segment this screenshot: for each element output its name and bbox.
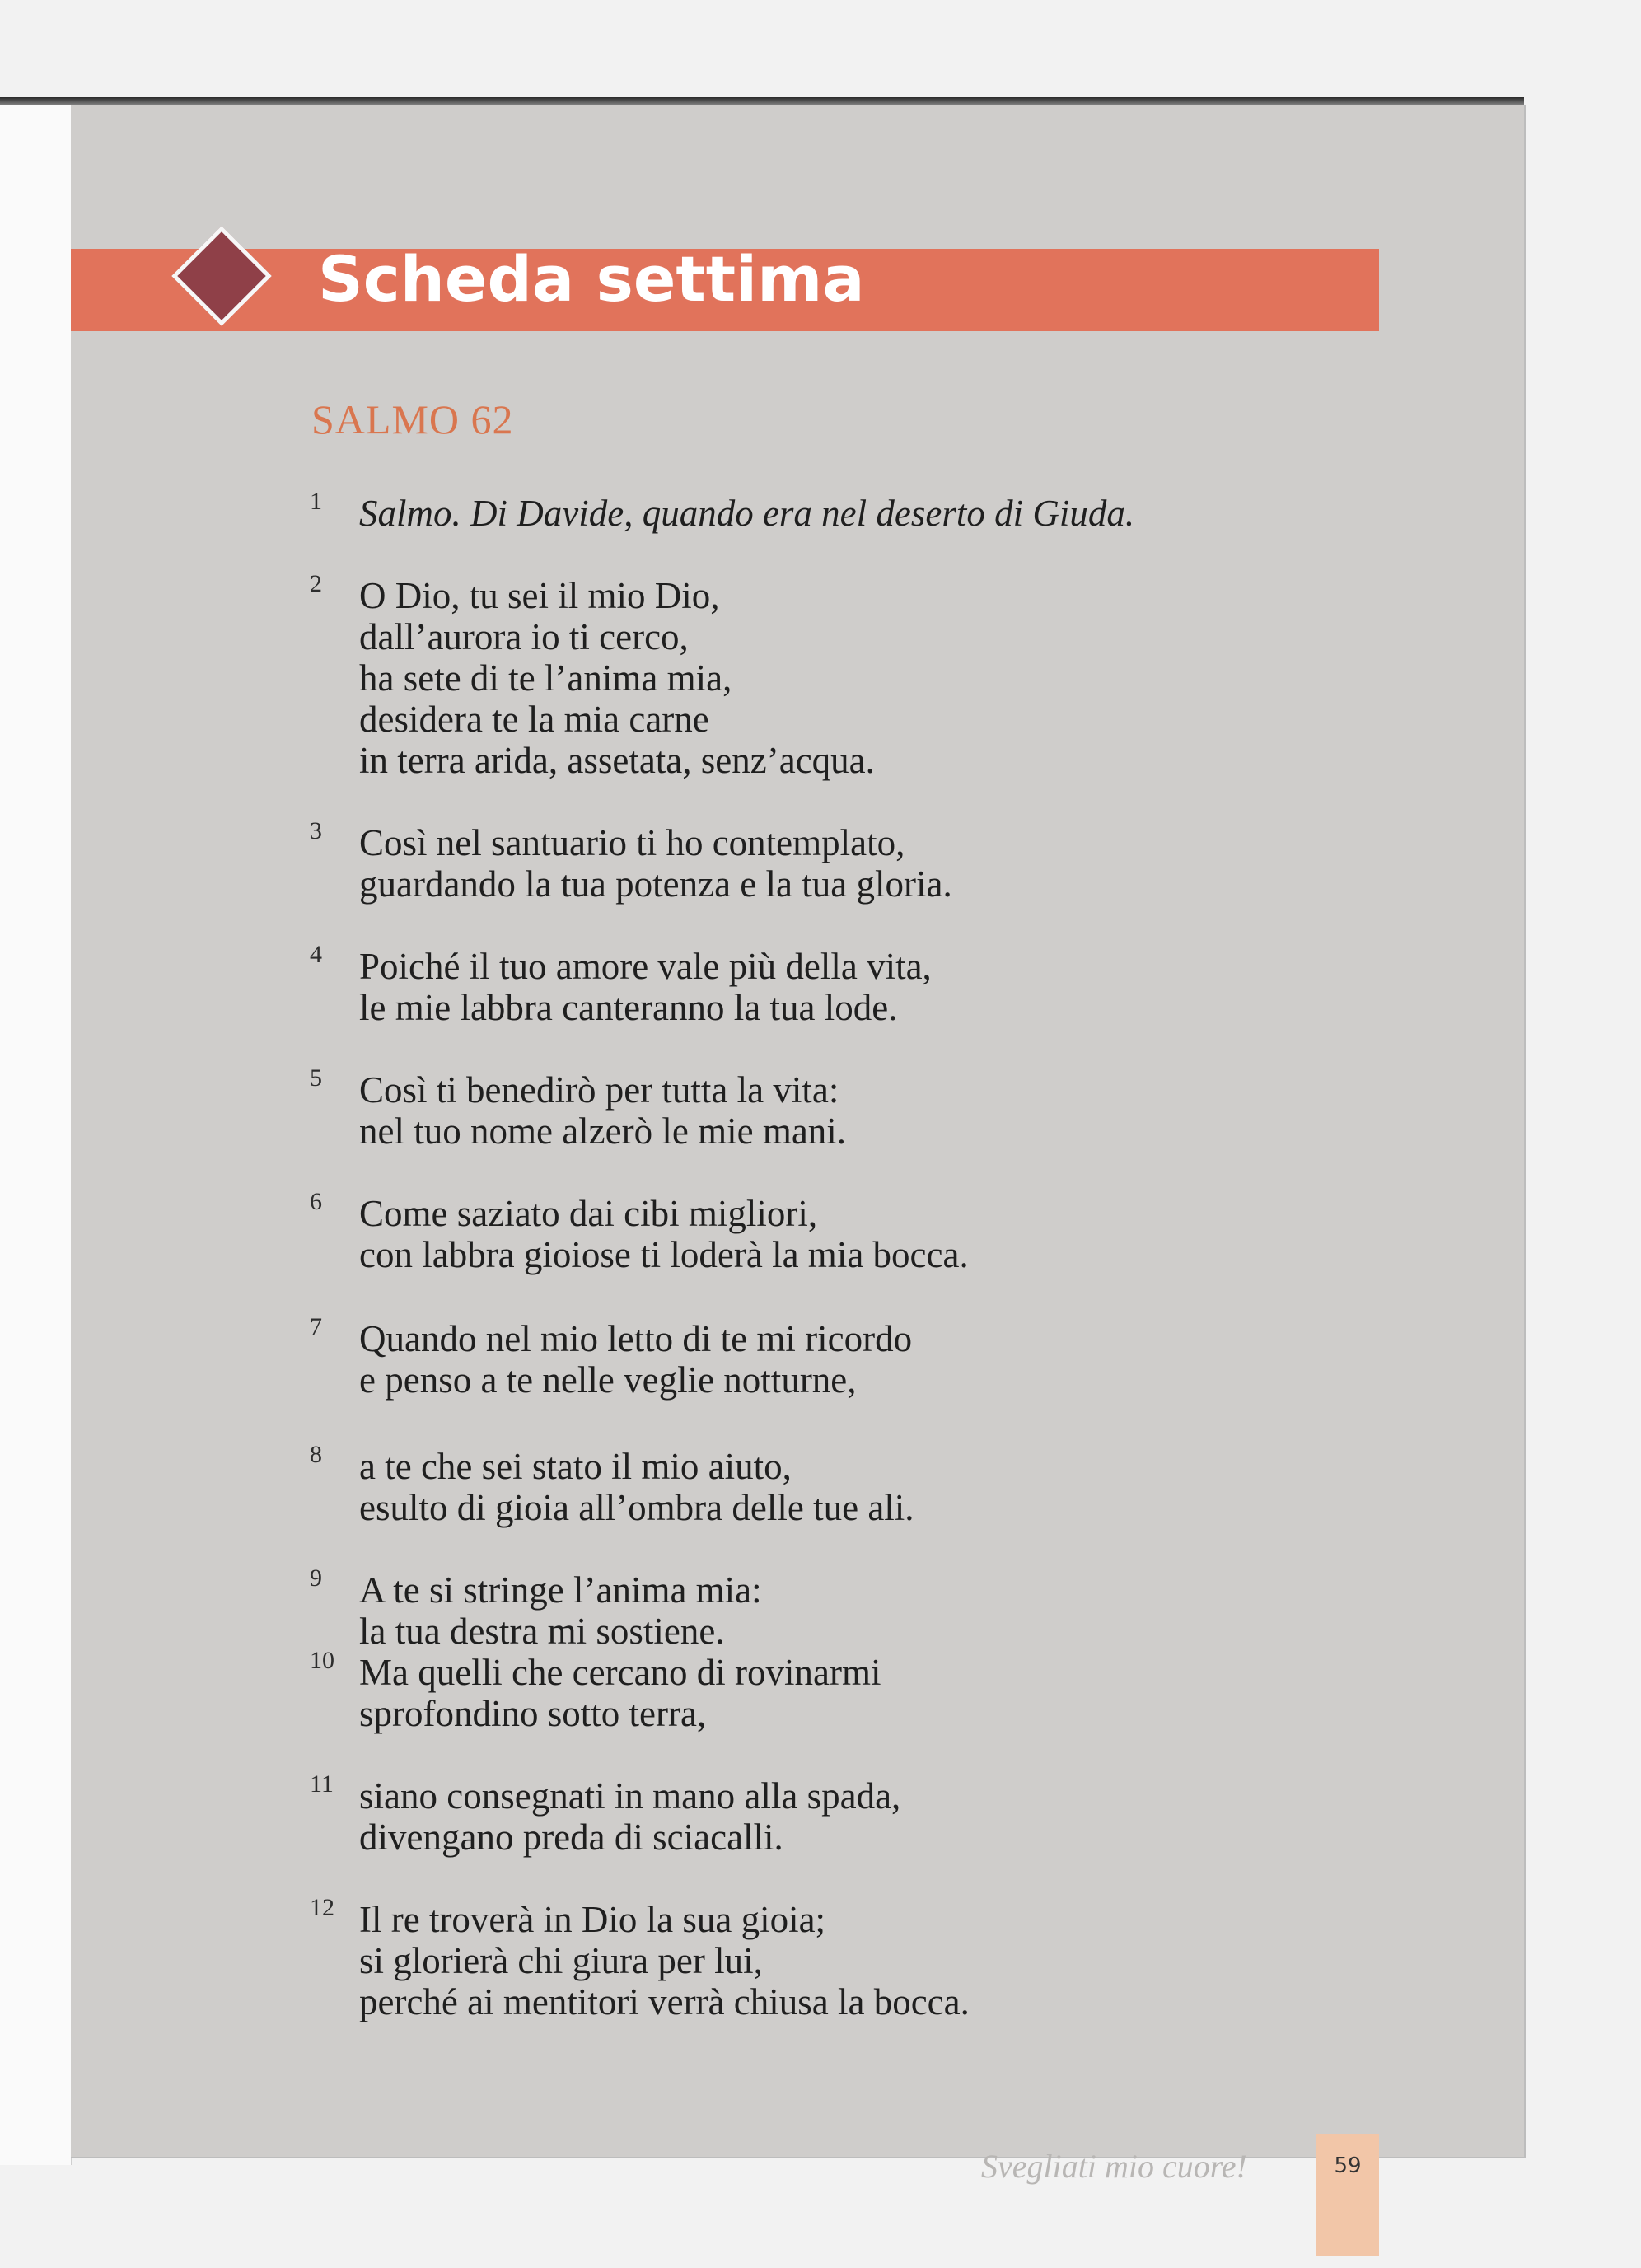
verse-line: sprofondino sotto terra,: [359, 1693, 707, 1734]
verse-number: 7: [310, 1313, 322, 1340]
verse-number: 11: [310, 1770, 334, 1798]
verse-line: si glorierà chi giura per lui,: [359, 1940, 763, 1981]
footer-book-title: Svegliati mio cuore!: [981, 2148, 1247, 2185]
verse-line: Ma quelli che cercano di rovinarmi: [359, 1652, 881, 1693]
verse-line: A te si stringe l’anima mia:: [359, 1569, 762, 1611]
verse-number: 12: [310, 1894, 334, 1921]
verse-line: Così ti benedirò per tutta la vita:: [359, 1069, 839, 1111]
verse-line: O Dio, tu sei il mio Dio,: [359, 575, 720, 616]
verse-line: siano consegnati in mano alla spada,: [359, 1775, 901, 1817]
psalm-title: SALMO 62: [311, 396, 514, 442]
verse-line: perché ai mentitori verrà chiusa la bocca.: [359, 1981, 970, 2022]
verse-line: guardando la tua potenza e la tua gloria.: [359, 863, 952, 905]
verse-line: Così nel santuario ti ho contemplato,: [359, 822, 905, 863]
verse-line: ha sete di te l’anima mia,: [359, 657, 732, 699]
verse-line: Poiché il tuo amore vale più della vita,: [359, 946, 932, 987]
page-number: 59: [1334, 2153, 1362, 2178]
verse-line: esulto di gioia all’ombra delle tue ali.: [359, 1487, 914, 1528]
verse-line: divengano preda di sciacalli.: [359, 1817, 783, 1858]
verse-line: desidera te la mia carne: [359, 699, 709, 740]
facing-page-edge: [0, 105, 72, 2165]
verse-number: 9: [310, 1564, 322, 1592]
verse-line: Salmo. Di Davide, quando era nel deserto di Giuda.: [359, 493, 1135, 534]
verse-line: con labbra gioiose ti loderà la mia bocca.: [359, 1234, 969, 1275]
verse-line: Il re troverà in Dio la sua gioia;: [359, 1899, 826, 1940]
verse-line: le mie labbra canteranno la tua lode.: [359, 987, 898, 1028]
verse-line: dall’aurora io ti cerco,: [359, 616, 689, 657]
verse-line: e penso a te nelle veglie notturne,: [359, 1359, 857, 1401]
verse-number: 6: [310, 1188, 322, 1215]
verse-number: 8: [310, 1441, 322, 1468]
verse-number: 3: [310, 817, 322, 844]
page-title: Scheda settima: [318, 242, 865, 316]
verse-line: nel tuo nome alzerò le mie mani.: [359, 1111, 847, 1152]
verse-line: Come saziato dai cibi migliori,: [359, 1193, 818, 1234]
verse-number: 2: [310, 570, 322, 597]
verse-line: la tua destra mi sostiene.: [359, 1611, 725, 1652]
verse-number: 10: [310, 1647, 334, 1674]
page-number-tab: [1316, 2134, 1379, 2256]
book-page: [71, 105, 1526, 2185]
verse-line: in terra arida, assetata, senz’acqua.: [359, 740, 875, 781]
verse-line: Quando nel mio letto di te mi ricordo: [359, 1318, 913, 1359]
verse-line: a te che sei stato il mio aiuto,: [359, 1446, 792, 1487]
verse-number: 4: [310, 941, 322, 968]
verse-number: 1: [310, 488, 322, 515]
verse-number: 5: [310, 1064, 322, 1092]
